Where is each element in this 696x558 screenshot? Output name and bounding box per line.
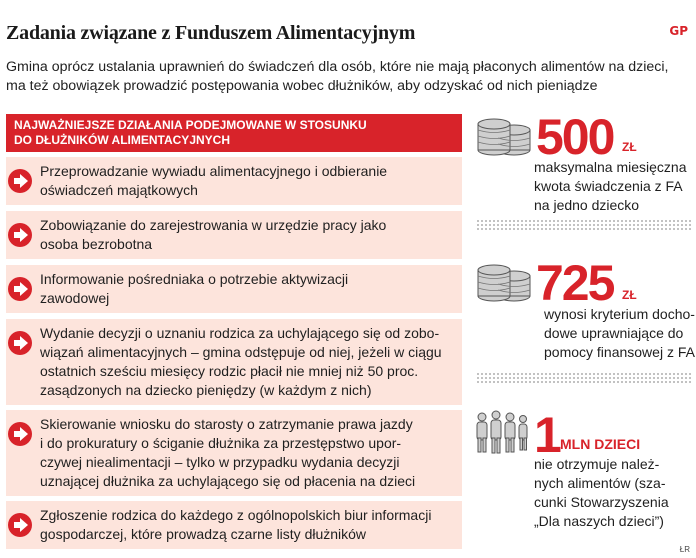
header-line: NAJWAŻNIEJSZE DZIAŁANIA PODEJMOWANE W STOSUNKU — [14, 118, 367, 132]
stat-desc-line: nych alimentów (sza- — [534, 475, 666, 491]
action-text-line: wiązań alimentacyjnych – gmina odstępuje od niej, jeżeli w ciągu — [40, 344, 442, 360]
action-text-line: ostatnich sześciu miesięcy rodzic płacił nie mniej niż 50 proc. — [40, 363, 419, 379]
lead-line: Gmina oprócz ustalania uprawnień do świadczeń dla osób, które nie mają płaconych alimentów na dzieci, — [6, 59, 669, 75]
action-text-line: osoba bezrobotna — [40, 236, 153, 252]
action-item — [6, 211, 462, 259]
publisher-logo: GP — [669, 24, 688, 38]
action-text-line: Zobowiązanie do zarejestrowania w urzędzie pracy jako — [40, 217, 387, 233]
action-text-line: oświadczeń majątkowych — [40, 182, 198, 198]
stat-description — [544, 305, 695, 362]
stat-desc-line: nie otrzymuje należ- — [534, 456, 660, 472]
action-text-line: uznającej dłużnika za uchylającego się od płacenia na dzieci — [40, 473, 416, 489]
arrow-right-icon — [8, 169, 32, 193]
action-text-line: czywej niealimentacji – tylko w przypadku wydania decyzji — [40, 454, 400, 470]
action-text-line: zawodowej — [40, 290, 110, 306]
action-item — [6, 265, 462, 313]
coins-icon — [474, 112, 534, 158]
action-text-line: zasądzonych na dziecko pieniędzy (w każdym z nich) — [40, 382, 372, 398]
dotted-separator — [476, 219, 692, 231]
action-item — [6, 410, 462, 496]
action-text-line: Skierowanie wniosku do starosty o zatrzymanie prawa jazdy — [40, 416, 413, 432]
arrow-right-icon — [8, 223, 32, 247]
lead-paragraph — [6, 58, 690, 96]
action-text-line: Zgłoszenie rodzica do każdego z ogólnopolskich biur informacji — [40, 507, 432, 523]
page-title: Zadania związane z Funduszem Alimentacyjnym — [6, 22, 416, 44]
arrow-right-icon — [8, 331, 32, 355]
action-text-line: Wydanie decyzji o uznaniu rodzica za uchylającego się od zobo- — [40, 325, 440, 341]
stat-value: 1 — [534, 407, 560, 463]
author-credit: ŁR — [679, 545, 690, 554]
stat-desc-line: wynosi kryterium docho- — [544, 306, 695, 322]
stat-value: 725 — [536, 255, 614, 311]
stat-desc-line: maksymalna miesięczna — [534, 159, 687, 175]
stat-unit: MLN DZIECI — [560, 436, 641, 452]
stat-unit: ZŁ — [622, 288, 637, 302]
stat-description — [534, 158, 687, 215]
actions-header — [6, 114, 462, 152]
action-text-line: gospodarczej, które prowadzą czarne listy dłużników — [40, 526, 367, 542]
stat-desc-line: dowe uprawniające do — [544, 325, 684, 341]
action-item — [6, 501, 462, 549]
dotted-separator — [476, 372, 692, 384]
action-item — [6, 157, 462, 205]
stat-value: 500 — [536, 109, 614, 165]
people-icon — [474, 410, 530, 456]
stat-desc-line: na jedno dziecko — [534, 197, 640, 213]
stat-description — [534, 455, 669, 531]
action-text-line: i do prokuratury o ściganie dłużnika za przestępstwo upor- — [40, 435, 402, 451]
stat-desc-line: pomocy finansowej z FA — [544, 344, 695, 360]
coins-icon — [474, 258, 534, 304]
arrow-right-icon — [8, 277, 32, 301]
action-item — [6, 319, 462, 405]
action-text-line: Przeprowadzanie wywiadu alimentacyjnego i odbieranie — [40, 163, 388, 179]
action-text-line: Informowanie pośredniaka o potrzebie aktywizacji — [40, 271, 349, 287]
arrow-right-icon — [8, 422, 32, 446]
stat-desc-line: cunki Stowarzyszenia — [534, 494, 669, 510]
arrow-right-icon — [8, 513, 32, 537]
stat-desc-line: „Dla naszych dzieci”) — [534, 513, 664, 529]
header-line: DO DŁUŻNIKÓW ALIMENTACYJNYCH — [14, 133, 230, 147]
lead-line: ma też obowiązek prowadzić postępowania wobec dłużników, aby odzyskać od nich pieniądze — [6, 78, 598, 94]
stat-desc-line: kwota świadczenia z FA — [534, 178, 683, 194]
stat-unit: ZŁ — [622, 140, 637, 154]
